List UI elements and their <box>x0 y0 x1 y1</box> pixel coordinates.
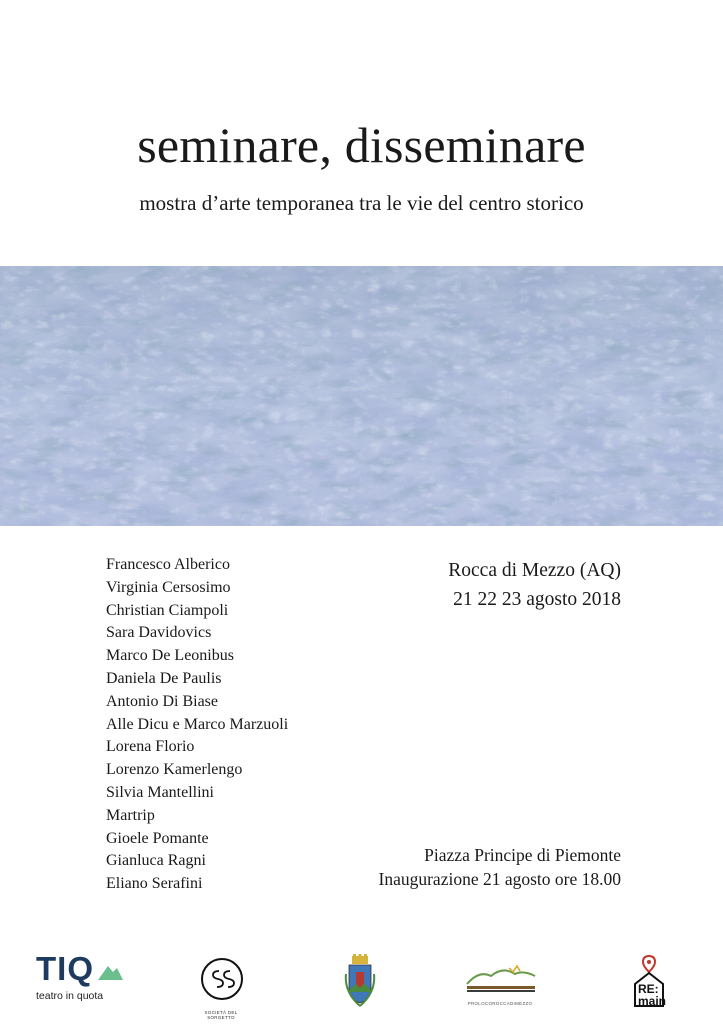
remain-line-1: RE: <box>638 982 659 996</box>
coat-of-arms-logo <box>344 954 376 1013</box>
artist-name: Christian Ciampoli <box>106 601 229 619</box>
tiq-caption: teatro in quota <box>36 990 104 1002</box>
landscape-icon <box>465 962 537 996</box>
artists-list <box>106 554 288 896</box>
crest-icon <box>344 954 376 1008</box>
artist-name: Marco De Leonibus <box>106 647 234 665</box>
artist-name: Francesco Alberico <box>106 556 230 573</box>
tiq-logo <box>36 952 103 1002</box>
ss-caption: SOCIETÀ DEL SORGETTO <box>204 1010 238 1020</box>
remain-wordmark <box>638 983 666 1007</box>
mountain-icon <box>96 960 124 982</box>
artist-name: Sara Davidovics <box>106 624 212 642</box>
artwork-band <box>0 266 723 526</box>
artist-name: Eliano Serafini <box>106 875 203 893</box>
sponsor-logos <box>0 950 723 1020</box>
proloco-logo <box>465 962 537 1006</box>
artist-name: Martrip <box>106 806 155 824</box>
artist-name: Gioele Pomante <box>106 829 209 847</box>
artist-name: Virginia Cersosimo <box>106 578 231 596</box>
artist-name: Gianluca Ragni <box>106 852 206 870</box>
ss-logo <box>199 956 251 1020</box>
remain-line-2: main <box>638 994 667 1008</box>
event-dates: 21 22 23 agosto 2018 <box>453 589 621 610</box>
ss-circle-icon <box>199 956 245 1002</box>
proloco-caption: PROLOCOROCCADIMEZZO <box>467 1001 533 1006</box>
artist-name: Silvia Mantellini <box>106 783 214 801</box>
artist-name: Antonio Di Biase <box>106 692 218 710</box>
remain-logo <box>632 954 666 1013</box>
tiq-wordmark: TIQ <box>36 950 94 987</box>
venue-square: Piazza Principe di Piemonte <box>424 845 621 865</box>
event-info <box>448 556 621 614</box>
artist-name: Daniela De Paulis <box>106 669 222 687</box>
artist-name: Alle Dicu e Marco Marzuoli <box>106 715 289 733</box>
artist-name: Lorena Florio <box>106 738 195 756</box>
poster-title: seminare, disseminare <box>137 117 586 173</box>
event-place: Rocca di Mezzo (AQ) <box>448 560 621 581</box>
poster-subtitle: mostra d’arte temporanea tra le vie del centro storico <box>139 191 584 215</box>
venue-info <box>379 843 622 891</box>
artist-name: Lorenzo Kamerlengo <box>106 761 243 779</box>
opening-time: Inaugurazione 21 agosto ore 18.00 <box>378 869 621 889</box>
